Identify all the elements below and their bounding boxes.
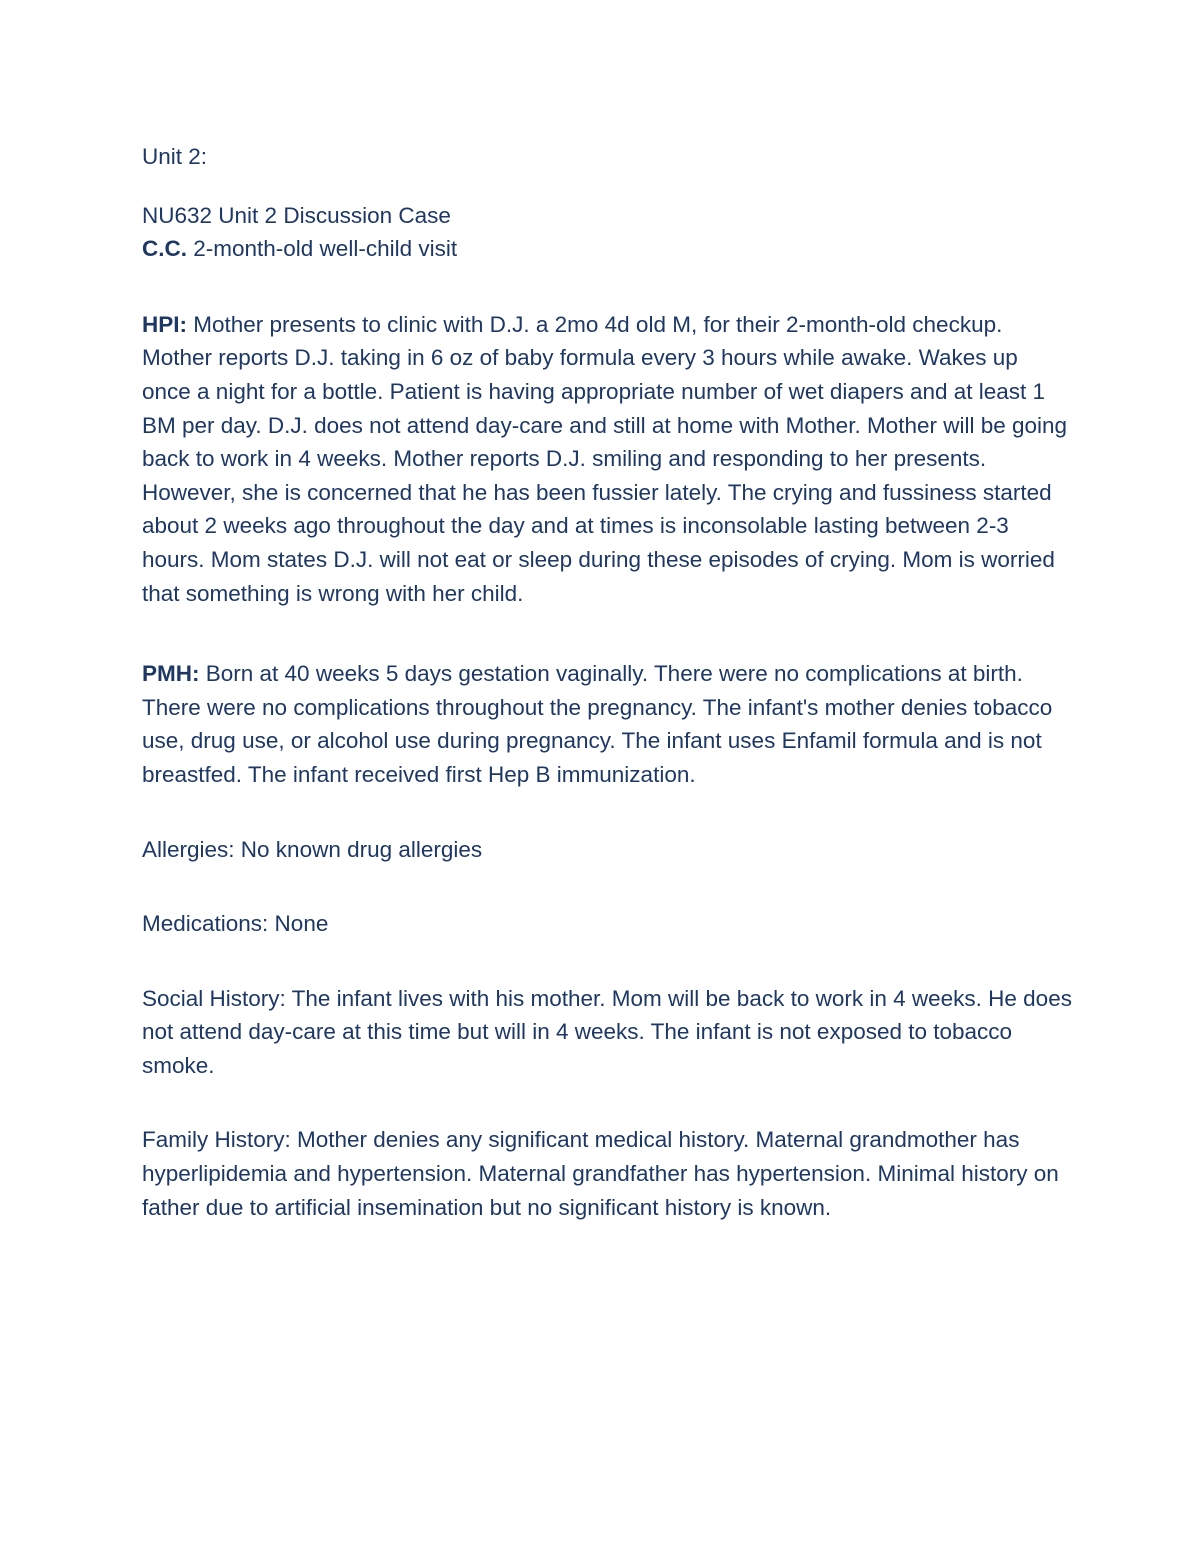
hpi-text: Mother presents to clinic with D.J. a 2mo 4d old M, for their 2-month-old checkup. Mother reports D.J. taking in 6 oz of baby formula every 3 hours while awake. Wakes up once a night for a bottle. Patient is having appropriate number of wet diapers and at least 1 BM per day. D.J. does not attend day-care and still at home with Mother. Mother will be going back to work in 4 weeks. Mother reports D.J. smiling and responding to her presents. However, she is concerned that he has been fussier lately. The crying and fussiness started about 2 weeks ago throughout the day and at times is inconsolable lasting between 2-3 hours. Mom states D.J. will not eat or sleep during these episodes of crying. Mom is worried that something is wrong with her child. <box>142 311 1068 606</box>
cc-text: 2-month-old well-child visit <box>187 236 458 262</box>
cc-label: C.C. <box>142 236 187 262</box>
hpi-paragraph <box>142 308 1072 610</box>
chief-complaint <box>142 232 1072 266</box>
social-history-paragraph: Social History: The infant lives with his mother. Mom will be back to work in 4 weeks. He does not attend day-care at this time but will in 4 weeks. The infant is not exposed to tobacco smoke. <box>142 985 1072 1078</box>
hpi-label: HPI: <box>142 311 187 337</box>
pmh-label: PMH: <box>142 661 200 687</box>
unit-title: Unit 2: <box>142 144 208 169</box>
medications-paragraph: Medications: None <box>142 911 329 937</box>
pmh-text: Born at 40 weeks 5 days gestation vaginally. There were no complications at birth. There were no complications throughout the pregnancy. The infant's mother denies tobacco use, drug use, or alcohol use during pregnancy. The infant uses Enfamil formula and is not breastfed. The infant received first Hep B immunization. <box>142 661 1053 787</box>
document-page <box>142 140 1072 1224</box>
pmh-paragraph <box>142 657 1072 791</box>
allergies-paragraph: Allergies: No known drug allergies <box>142 836 483 862</box>
case-name: NU632 Unit 2 Discussion Case <box>142 202 451 228</box>
family-history-paragraph: Family History: Mother denies any significant medical history. Maternal grandmother has hyperlipidemia and hypertension. Maternal grandfather has hypertension. Minimal history on father due to artificial insemination but no significant history is known. <box>142 1127 1059 1220</box>
